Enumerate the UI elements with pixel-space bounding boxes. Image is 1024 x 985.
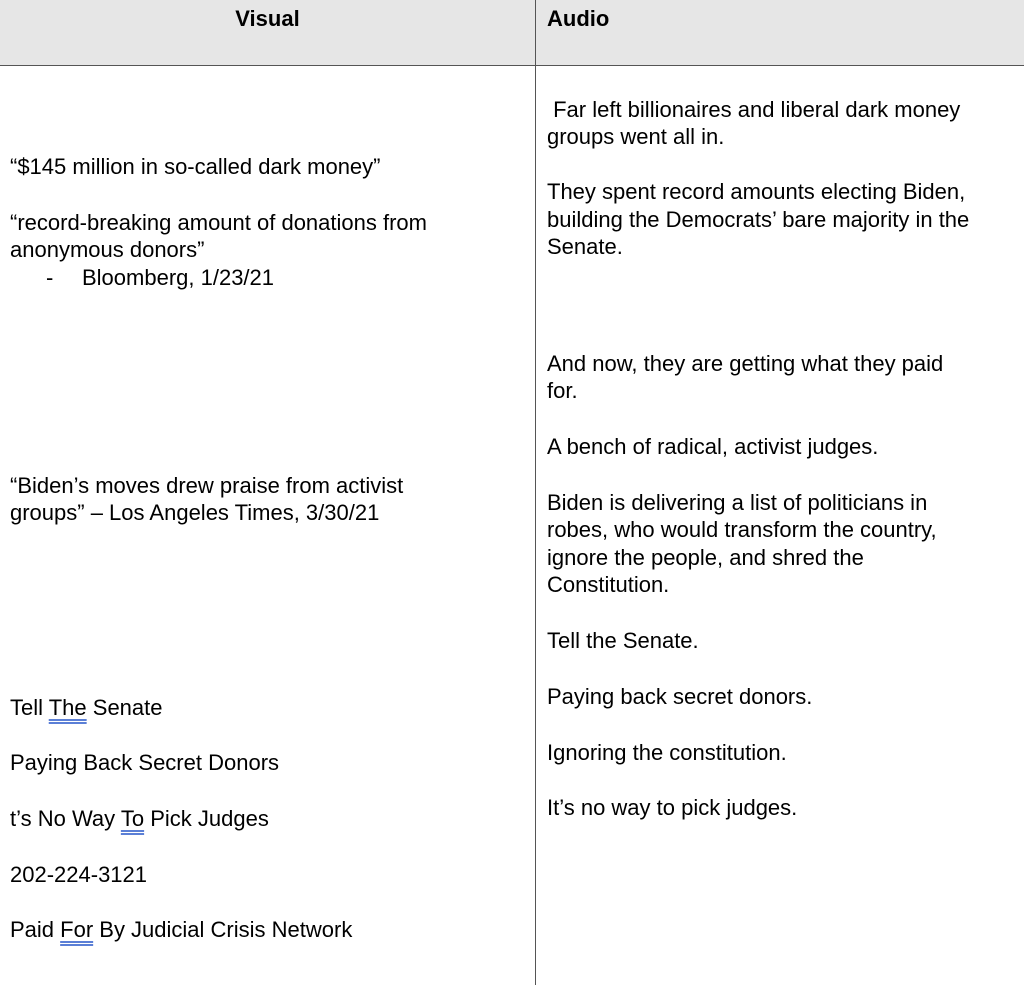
table-header-row <box>0 0 1024 66</box>
audio-column-header: Audio <box>547 6 610 31</box>
tell-part-b: The <box>48 695 87 720</box>
visual-tell-the-senate <box>10 694 163 722</box>
paid-part-a: Paid <box>10 917 61 942</box>
noway-part-b: To <box>120 806 145 831</box>
visual-quote-dark-money: “$145 million in so-called dark money” <box>10 154 381 179</box>
audio-p2-line3: Senate. <box>547 234 623 259</box>
visual-quote-biden-line1: “Biden’s moves drew praise from activist <box>10 473 404 498</box>
tell-part-a: Tell <box>10 695 49 720</box>
visual-source-bloomberg: Bloomberg, 1/23/21 <box>82 265 275 290</box>
visual-quote-record-line2: anonymous donors” <box>10 237 205 262</box>
audio-p5-line4: Constitution. <box>547 572 670 597</box>
paid-part-b: For <box>60 917 94 942</box>
audio-p5-line1: Biden is delivering a list of politicians in <box>547 490 928 515</box>
audio-p1-line1: Far left billionaires and liberal dark money <box>547 97 961 122</box>
audio-p3-line1: And now, they are getting what they paid <box>547 351 944 376</box>
audio-p6: Tell the Senate. <box>547 628 699 653</box>
visual-source-dash: - <box>46 265 54 290</box>
audio-p5-line3: ignore the people, and shred the <box>547 545 864 570</box>
visual-column-header: Visual <box>235 6 300 31</box>
column-divider <box>535 0 536 985</box>
noway-part-a: t’s No Way <box>10 806 121 831</box>
audio-p1-line2: groups went all in. <box>547 124 725 149</box>
visual-quote-record-line1: “record-breaking amount of donations from <box>10 210 427 235</box>
audio-p2-line1: They spent record amounts electing Biden, <box>547 179 966 204</box>
visual-quote-biden-line2: groups” – Los Angeles Times, 3/30/21 <box>10 500 380 525</box>
paid-part-c: By Judicial Crisis Network <box>93 917 353 942</box>
noway-part-c: Pick Judges <box>144 806 269 831</box>
tell-part-c: Senate <box>86 695 163 720</box>
visual-paid-for <box>10 916 352 944</box>
audio-p3-line2: for. <box>547 378 578 403</box>
audio-p9: It’s no way to pick judges. <box>547 795 798 820</box>
audio-p8: Ignoring the constitution. <box>547 740 787 765</box>
visual-phone-number: 202-224-3121 <box>10 862 148 887</box>
audio-p7: Paying back secret donors. <box>547 684 813 709</box>
visual-no-way <box>10 805 269 833</box>
visual-paying-back: Paying Back Secret Donors <box>10 750 280 775</box>
audio-p4: A bench of radical, activist judges. <box>547 434 879 459</box>
audio-p5-line2: robes, who would transform the country, <box>547 517 937 542</box>
audio-p2-line2: building the Democrats’ bare majority in the <box>547 207 970 232</box>
